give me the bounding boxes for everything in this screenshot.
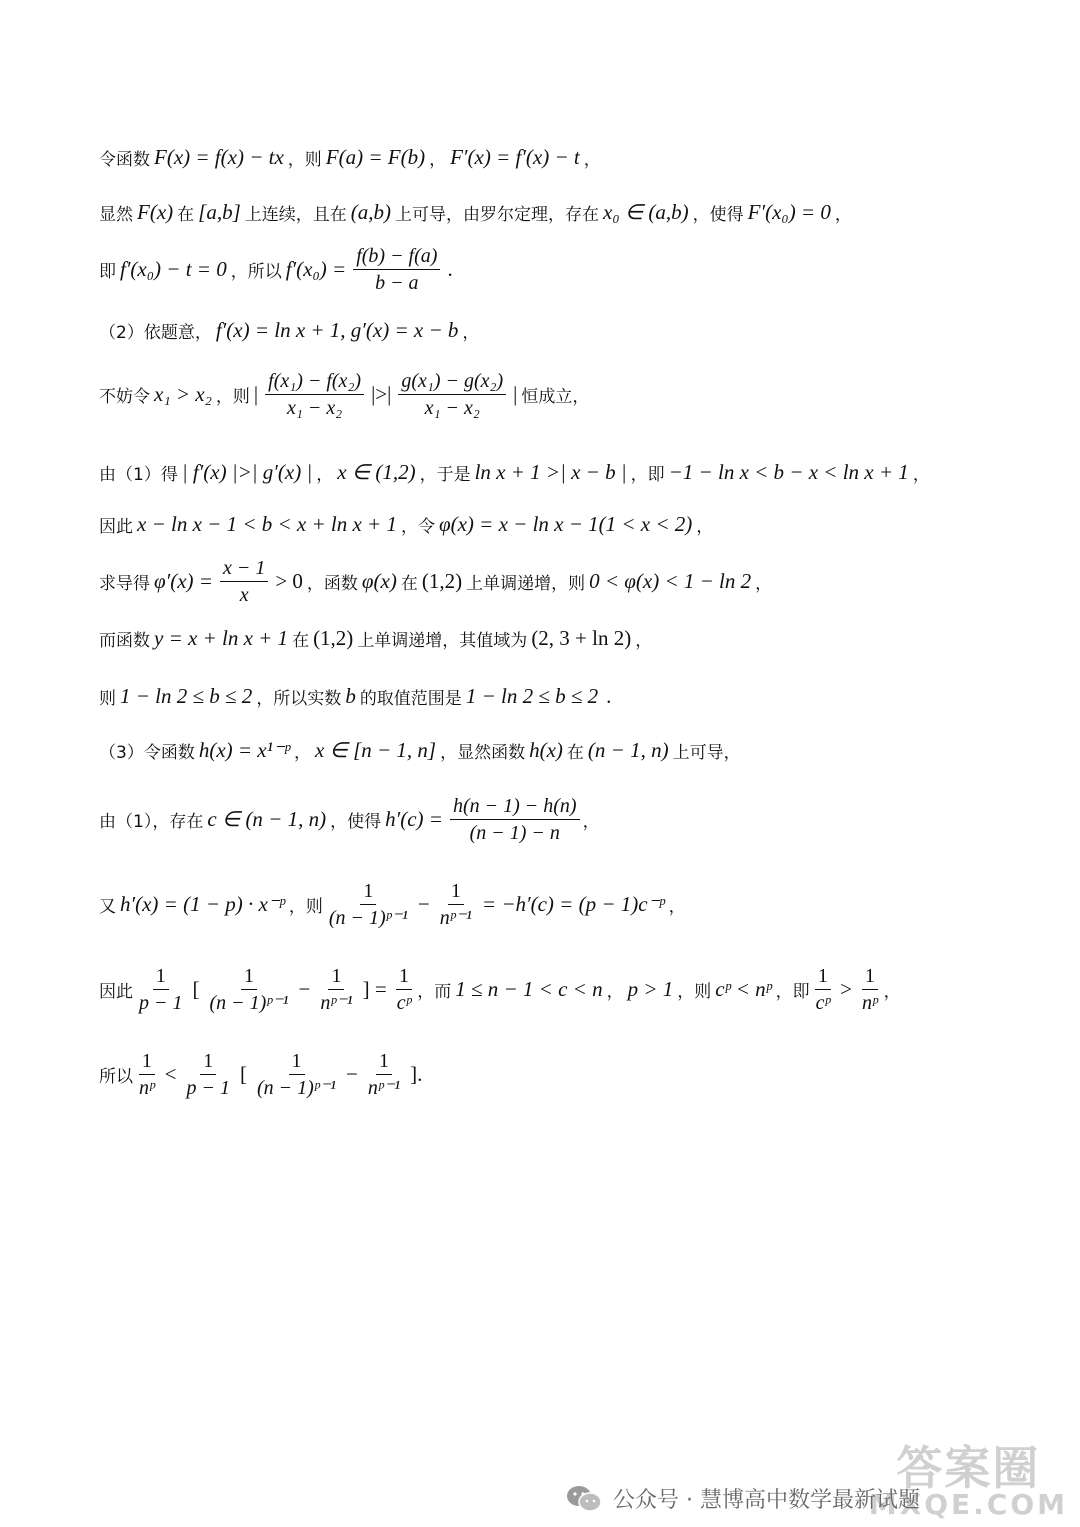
solution-line-9 <box>99 626 652 651</box>
numerator: 1 <box>139 1050 155 1075</box>
text: 上单调递增，其值域为 <box>357 631 528 651</box>
text: 在 <box>177 205 195 225</box>
fraction <box>437 880 475 929</box>
denominator: x₁ − x₂ <box>287 397 343 419</box>
denominator: (n − 1)ᵖ⁻¹ <box>328 907 408 929</box>
text: 则 <box>99 689 116 709</box>
text: 因此 <box>99 517 133 537</box>
denominator: x₁ − x₂ <box>424 397 480 419</box>
text: ， <box>696 517 714 537</box>
footer-text: 公众号 · 慧博高中数学最新试题 <box>613 1488 920 1513</box>
math: x₁ > x₂ <box>154 382 212 406</box>
fraction <box>859 965 881 1014</box>
math: (a,b) <box>350 200 391 224</box>
math: φ′(x) = <box>154 569 213 593</box>
text: ，即 <box>630 465 665 485</box>
solution-line-12 <box>99 795 600 844</box>
math: c ∈ (n − 1, n) <box>207 807 327 831</box>
fraction <box>220 557 268 606</box>
text: ，所以实数 <box>256 689 342 709</box>
solution-line-4 <box>99 318 479 343</box>
denominator: nᵖ <box>139 1077 155 1099</box>
numerator: 1 <box>328 965 344 990</box>
math: . <box>447 257 453 281</box>
text: 由（1）得 <box>99 465 178 485</box>
math: [ <box>240 1062 247 1086</box>
denominator: cᵖ <box>396 992 412 1014</box>
text: ，使得 <box>692 205 744 225</box>
math: y = x + ln x + 1 <box>154 626 289 650</box>
text: 而函数 <box>99 631 150 651</box>
denominator: p − 1 <box>139 992 183 1014</box>
math: (1,2) <box>421 569 463 593</box>
fraction <box>136 965 186 1014</box>
solution-line-5 <box>99 370 589 419</box>
math: −1 − ln x < b − x < ln x + 1 <box>668 460 909 484</box>
math: x₀ ∈ (a,b) <box>603 200 689 224</box>
math: | <box>513 382 518 406</box>
numerator: 1 <box>396 965 412 990</box>
text: 在 <box>292 631 310 651</box>
math: (n − 1, n) <box>587 738 669 762</box>
watermark-bottom-text: MXQE.COM <box>868 1488 1068 1521</box>
denominator: b − a <box>375 272 419 294</box>
text: （2）依题意， <box>99 323 212 343</box>
fraction <box>207 965 292 1014</box>
math: [a,b] <box>198 200 241 224</box>
text: ， <box>668 897 686 917</box>
fraction <box>398 370 506 419</box>
numerator: f(b) − f(a) <box>353 245 440 270</box>
text: ，显然函数 <box>440 743 526 763</box>
text: 由（1），存在 <box>99 812 204 832</box>
text: 令函数 <box>99 150 150 170</box>
denominator: nᵖ⁻¹ <box>367 1077 401 1099</box>
text: ， <box>912 465 930 485</box>
solution-line-2 <box>99 200 852 225</box>
wechat-icon <box>565 1484 603 1514</box>
text: ， <box>316 465 334 485</box>
numerator: 1 <box>200 1050 216 1075</box>
numerator: 1 <box>289 1050 305 1075</box>
math: − <box>417 892 430 916</box>
text: ，则 <box>288 897 323 917</box>
denominator: nᵖ <box>862 992 878 1014</box>
math: x ∈ (1,2) <box>337 460 416 484</box>
denominator: cᵖ <box>815 992 831 1014</box>
text: ， <box>635 631 653 651</box>
text: 不妨令 <box>99 387 150 407</box>
fraction <box>184 1050 234 1099</box>
text: 因此 <box>99 982 133 1002</box>
text: ， <box>834 205 852 225</box>
numerator: x − 1 <box>220 557 268 582</box>
fraction <box>254 1050 339 1099</box>
math: x − ln x − 1 < b < x + ln x + 1 <box>137 512 397 536</box>
math: h(x) = x¹⁻ᵖ <box>198 738 290 762</box>
text: 在 <box>400 574 418 594</box>
math: F(x) = f(x) − tx <box>154 145 284 169</box>
text: ， <box>293 743 311 763</box>
fraction <box>136 1050 158 1099</box>
denominator: nᵖ⁻¹ <box>320 992 353 1014</box>
text: ，即 <box>775 982 810 1002</box>
denominator: p − 1 <box>186 1077 230 1099</box>
math: |>| <box>371 382 392 406</box>
text: 所以 <box>99 1067 133 1087</box>
math: b <box>345 684 356 708</box>
text: ， <box>606 982 624 1002</box>
fraction <box>265 370 364 419</box>
watermark-logo <box>868 1441 1068 1521</box>
denominator: x <box>239 584 249 606</box>
text: ，则 <box>677 982 712 1002</box>
text: 即 <box>99 262 116 282</box>
text: ，于是 <box>419 465 471 485</box>
math: − <box>298 977 311 1001</box>
numerator: 1 <box>376 1050 392 1075</box>
solution-line-6 <box>99 460 930 485</box>
math: (2, 3 + ln 2) <box>531 626 632 650</box>
denominator: (n − 1)ᵖ⁻¹ <box>257 1077 337 1099</box>
math: | <box>253 382 259 406</box>
text: 又 <box>99 897 116 917</box>
math: | f′(x) |>| g′(x) | <box>181 460 313 484</box>
denominator: (n − 1) − n <box>469 822 560 844</box>
solution-line-15 <box>99 1050 426 1099</box>
math: h′(c) = <box>385 807 443 831</box>
math: F(x) <box>137 200 174 224</box>
math: h′(x) = (1 − p) · x⁻ᵖ <box>120 892 285 916</box>
text: 在 <box>566 743 584 763</box>
fraction <box>317 965 355 1014</box>
math: φ(x) <box>361 569 397 593</box>
text: ， <box>755 574 773 594</box>
denominator: (n − 1)ᵖ⁻¹ <box>209 992 289 1014</box>
math: − <box>346 1062 358 1086</box>
text: ，函数 <box>306 574 358 594</box>
math: f′(x₀) − t = 0 <box>120 257 227 281</box>
solution-line-11 <box>99 738 741 763</box>
fraction <box>450 795 580 844</box>
text: 恒成立， <box>521 387 590 407</box>
math: < <box>164 1062 177 1086</box>
numerator: f(x₁) − f(x₂) <box>265 370 364 395</box>
text: ，而 <box>417 982 452 1002</box>
math: p > 1 <box>627 977 674 1001</box>
fraction <box>353 245 440 294</box>
denominator: nᵖ⁻¹ <box>439 907 472 929</box>
text: 上单调递增，则 <box>466 574 586 594</box>
text: ，则 <box>287 150 322 170</box>
numerator: 1 <box>153 965 169 990</box>
numerator: 1 <box>448 880 464 905</box>
text: 显然 <box>99 205 133 225</box>
solution-line-8 <box>99 557 772 606</box>
solution-line-7 <box>99 512 713 537</box>
math: cᵖ < nᵖ <box>715 977 772 1001</box>
math: . <box>606 684 612 708</box>
math: F(a) = F(b) <box>325 145 426 169</box>
text: ，令 <box>400 517 435 537</box>
numerator: g(x₁) − g(x₂) <box>398 370 506 395</box>
fraction <box>365 1050 403 1099</box>
text: ， <box>462 323 480 343</box>
math: ln x + 1 >| x − b | <box>474 460 627 484</box>
numerator: 1 <box>360 880 376 905</box>
math: f′(x₀) = <box>285 257 347 281</box>
math: ] = <box>362 977 387 1001</box>
text: 求导得 <box>99 574 150 594</box>
text: ， <box>429 150 447 170</box>
solution-line-10 <box>99 684 615 709</box>
math: = −h′(c) = (p − 1)c⁻ᵖ <box>481 892 665 916</box>
math: [ <box>192 977 200 1001</box>
text: 上可导， <box>672 743 741 763</box>
text: 的取值范围是 <box>359 689 462 709</box>
solution-line-1 <box>99 145 601 170</box>
text: ， <box>583 150 601 170</box>
text: 上连续，且在 <box>244 205 347 225</box>
math: h(x) <box>529 738 563 762</box>
numerator: 1 <box>815 965 831 990</box>
math: > 0 <box>275 569 303 593</box>
math: (1,2) <box>313 626 354 650</box>
math: f′(x) = ln x + 1, g′(x) = x − b <box>215 318 459 342</box>
solution-line-3 <box>99 245 457 294</box>
math: F′(x₀) = 0 <box>747 200 831 224</box>
text: ，使得 <box>330 812 382 832</box>
numerator: h(n − 1) − h(n) <box>450 795 580 820</box>
numerator: 1 <box>862 965 878 990</box>
math: φ(x) = x − ln x − 1(1 < x < 2) <box>438 512 693 536</box>
math: F′(x) = f′(x) − t <box>450 145 580 169</box>
text: （3）令函数 <box>99 743 195 763</box>
math: > <box>840 977 852 1001</box>
math: 1 − ln 2 ≤ b ≤ 2 <box>465 684 599 708</box>
text: ，所以 <box>230 262 282 282</box>
math: ]. <box>410 1062 423 1086</box>
text: 上可导，由罗尔定理，存在 <box>395 205 599 225</box>
fraction <box>394 965 415 1014</box>
footer-account-label <box>565 1483 920 1514</box>
solution-line-13 <box>99 880 686 929</box>
fraction <box>813 965 834 1014</box>
solution-line-14 <box>99 965 901 1014</box>
text: ，则 <box>215 387 250 407</box>
fraction <box>326 880 411 929</box>
math: x ∈ [n − 1, n] <box>314 738 437 762</box>
watermark-top-text: 答案圈 <box>896 1441 1041 1495</box>
text: ， <box>883 982 901 1002</box>
math: 0 < φ(x) < 1 − ln 2 <box>589 569 752 593</box>
math: 1 ≤ n − 1 < c < n <box>455 977 603 1001</box>
numerator: 1 <box>241 965 257 990</box>
math: 1 − ln 2 ≤ b ≤ 2 <box>120 684 253 708</box>
text: ， <box>582 812 600 832</box>
